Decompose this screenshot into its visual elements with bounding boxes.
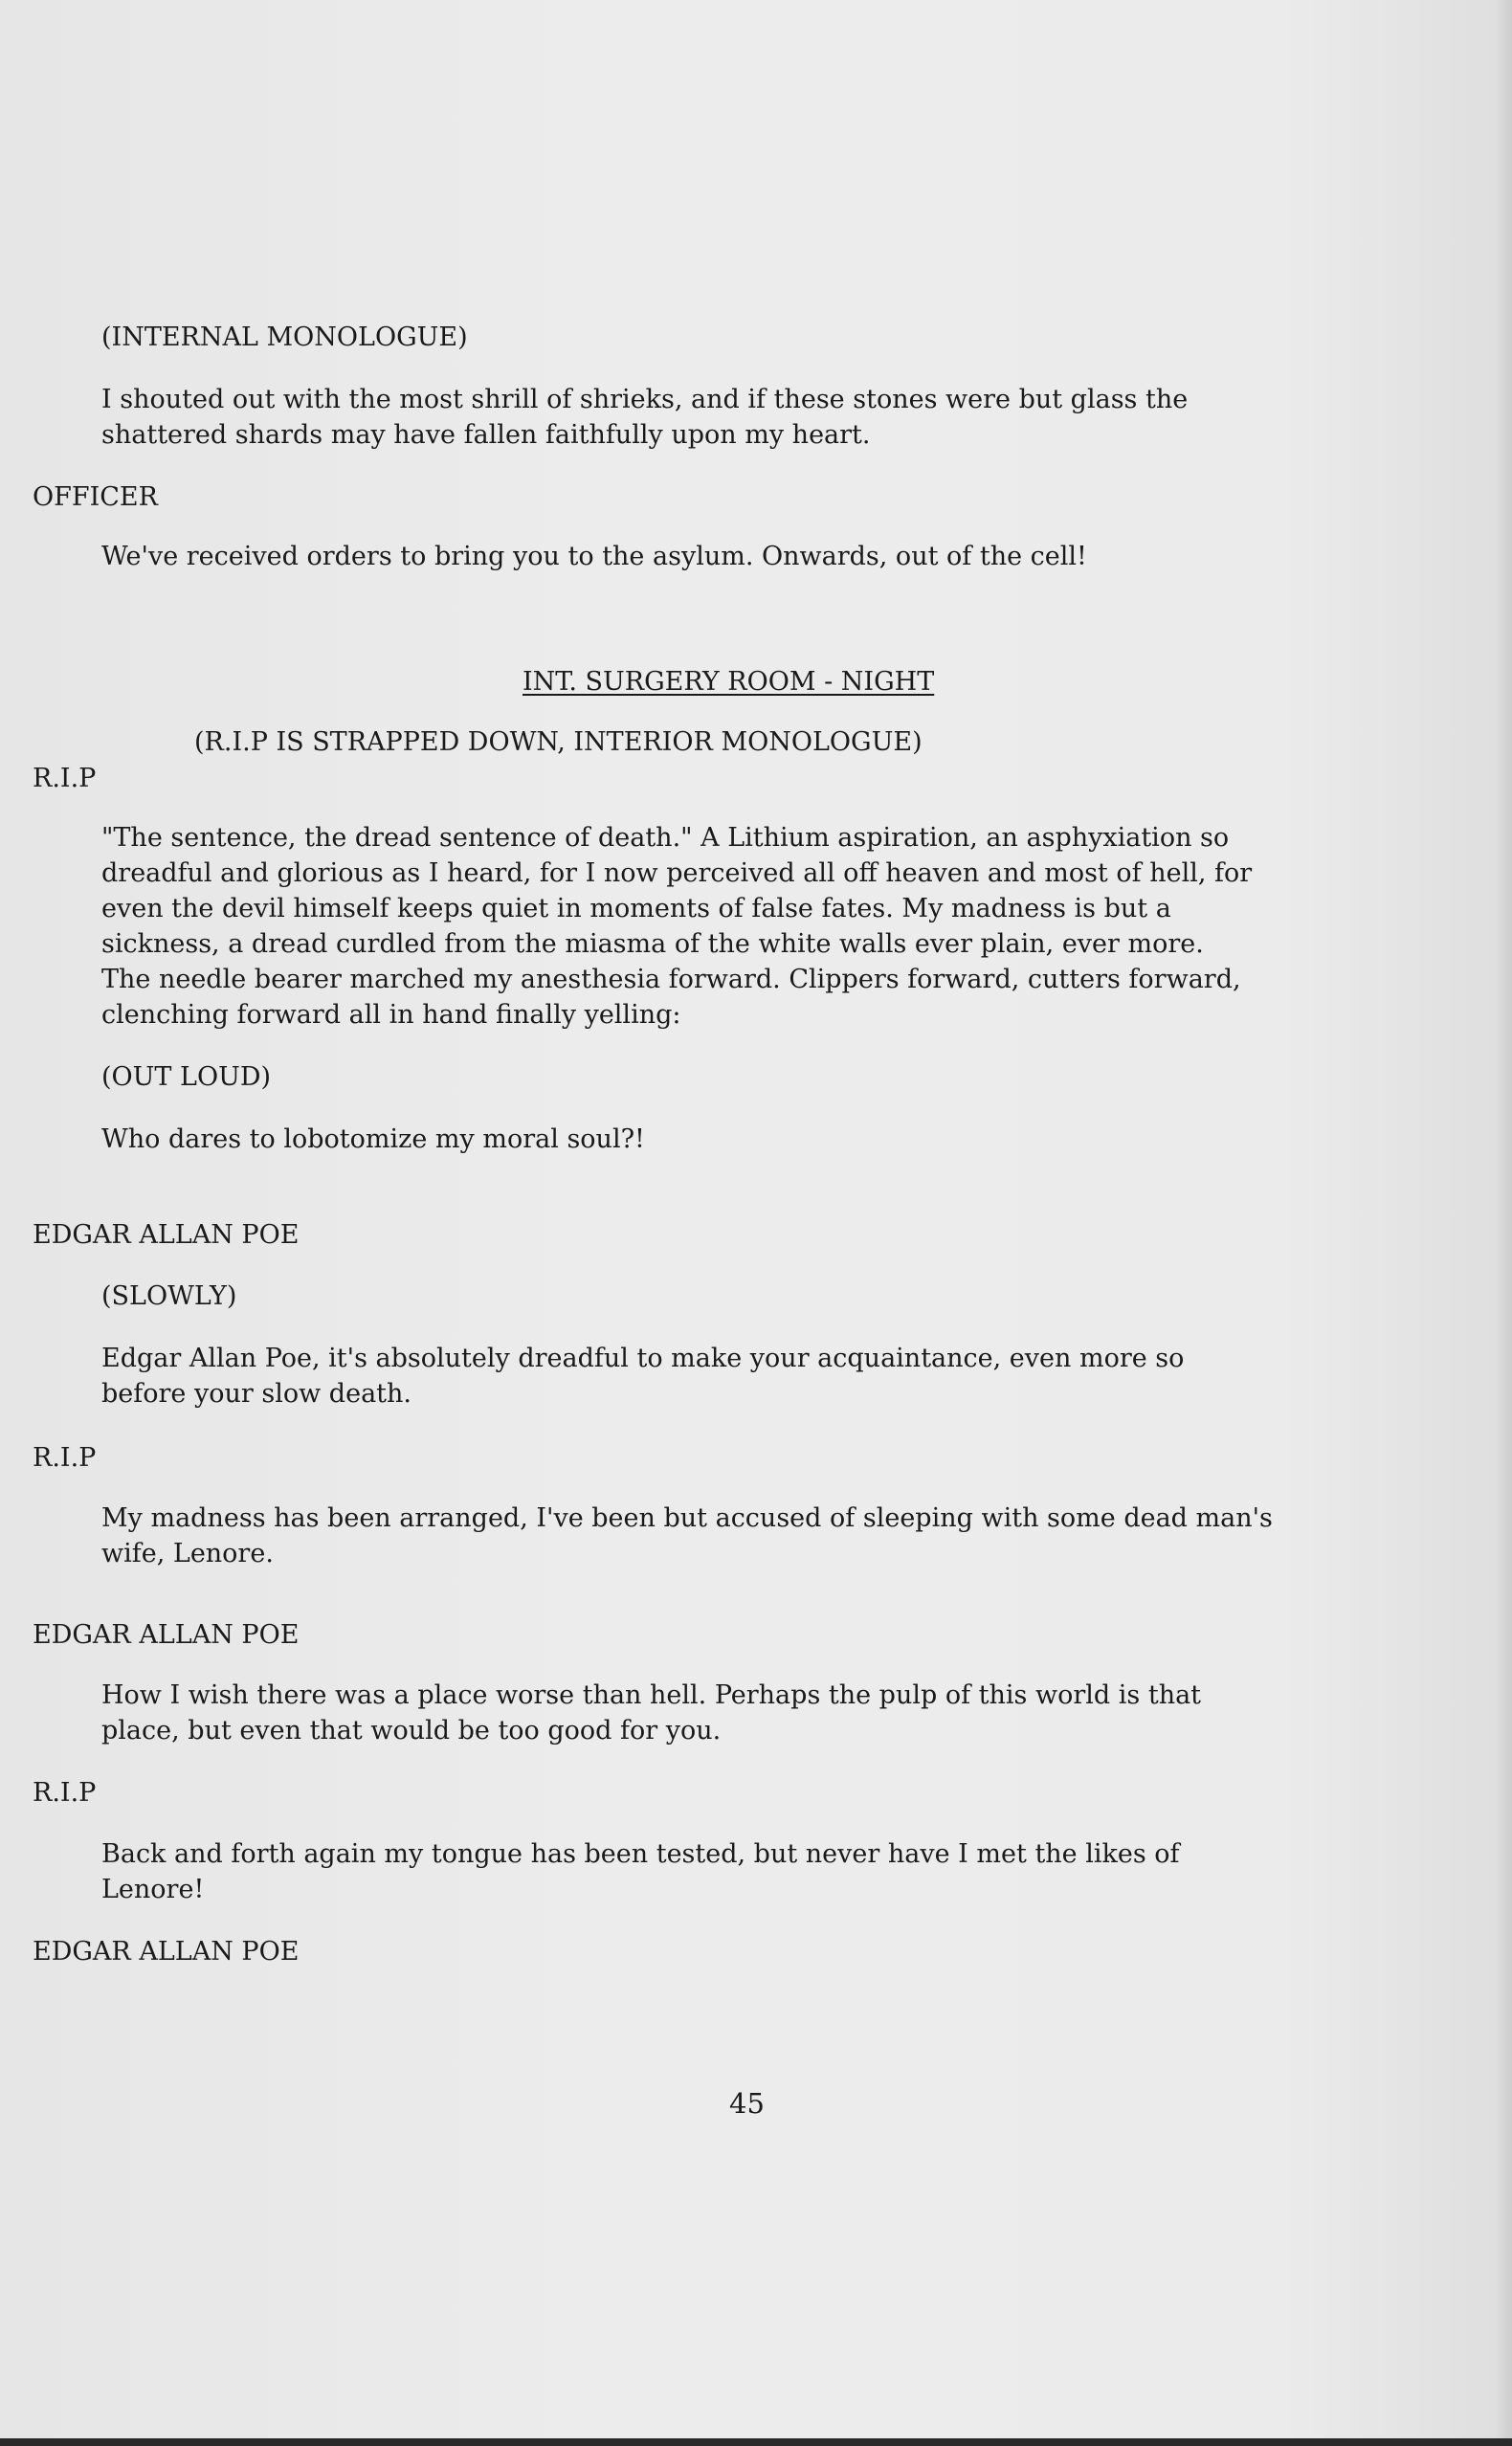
dialogue-line: Back and forth again my tongue has been tested, but never have I met the likes of: [101, 1839, 1180, 1869]
character-name-rip: R.I.P: [33, 1778, 97, 1808]
dialogue-line: shattered shards may have fallen faithfully upon my heart.: [101, 420, 871, 450]
scene-heading: INT. SURGERY ROOM - NIGHT: [523, 667, 935, 697]
character-name-rip: R.I.P: [33, 764, 97, 793]
character-name-poe: EDGAR ALLAN POE: [33, 1620, 300, 1650]
page-bottom-edge: [0, 2438, 1512, 2446]
dialogue-line: place, but even that would be too good for you.: [101, 1716, 722, 1746]
character-name-rip: R.I.P: [33, 1443, 97, 1473]
scene-direction: (R.I.P IS STRAPPED DOWN, INTERIOR MONOLOGUE): [194, 727, 923, 757]
dialogue-line: We've received orders to bring you to the asylum. Onwards, out of the cell!: [101, 542, 1087, 571]
dialogue-line: Lenore!: [101, 1875, 205, 1904]
character-name-poe: EDGAR ALLAN POE: [33, 1220, 300, 1250]
dialogue-line: I shouted out with the most shrill of shrieks, and if these stones were but glass the: [101, 385, 1189, 414]
dialogue-line: even the devil himself keeps quiet in moments of false fates. My madness is but a: [101, 894, 1171, 923]
character-name-poe: EDGAR ALLAN POE: [33, 1937, 300, 1967]
dialogue-line: dreadful and glorious as I heard, for I now perceived all off heaven and most of hell, for: [101, 858, 1253, 888]
dialogue-line: sickness, a dread curdled from the miasma of the white walls ever plain, ever more.: [101, 929, 1204, 959]
page-number: 45: [729, 2087, 765, 2120]
dialogue-line: The needle bearer marched my anesthesia forward. Clippers forward, cutters forward,: [101, 965, 1241, 994]
character-name-officer: OFFICER: [33, 482, 158, 512]
dialogue-line: before your slow death.: [101, 1379, 411, 1409]
dialogue-line: Edgar Allan Poe, it's absolutely dreadful to make your acquaintance, even more so: [101, 1344, 1185, 1373]
parenthetical-internal-monologue: (INTERNAL MONOLOGUE): [101, 322, 468, 352]
dialogue-line: wife, Lenore.: [101, 1539, 274, 1568]
dialogue-line: My madness has been arranged, I've been but accused of sleeping with some dead man's: [101, 1503, 1273, 1533]
dialogue-line: How I wish there was a place worse than hell. Perhaps the pulp of this world is that: [101, 1680, 1202, 1710]
dialogue-line: clenching forward all in hand finally yelling:: [101, 1000, 681, 1030]
parenthetical-out-loud: (OUT LOUD): [101, 1062, 272, 1092]
parenthetical-slowly: (SLOWLY): [101, 1281, 237, 1311]
dialogue-line: Who dares to lobotomize my moral soul?!: [101, 1124, 645, 1154]
page-edge-shadow: [1495, 0, 1512, 2446]
dialogue-line: "The sentence, the dread sentence of death." A Lithium aspiration, an asphyxiation so: [101, 823, 1230, 853]
